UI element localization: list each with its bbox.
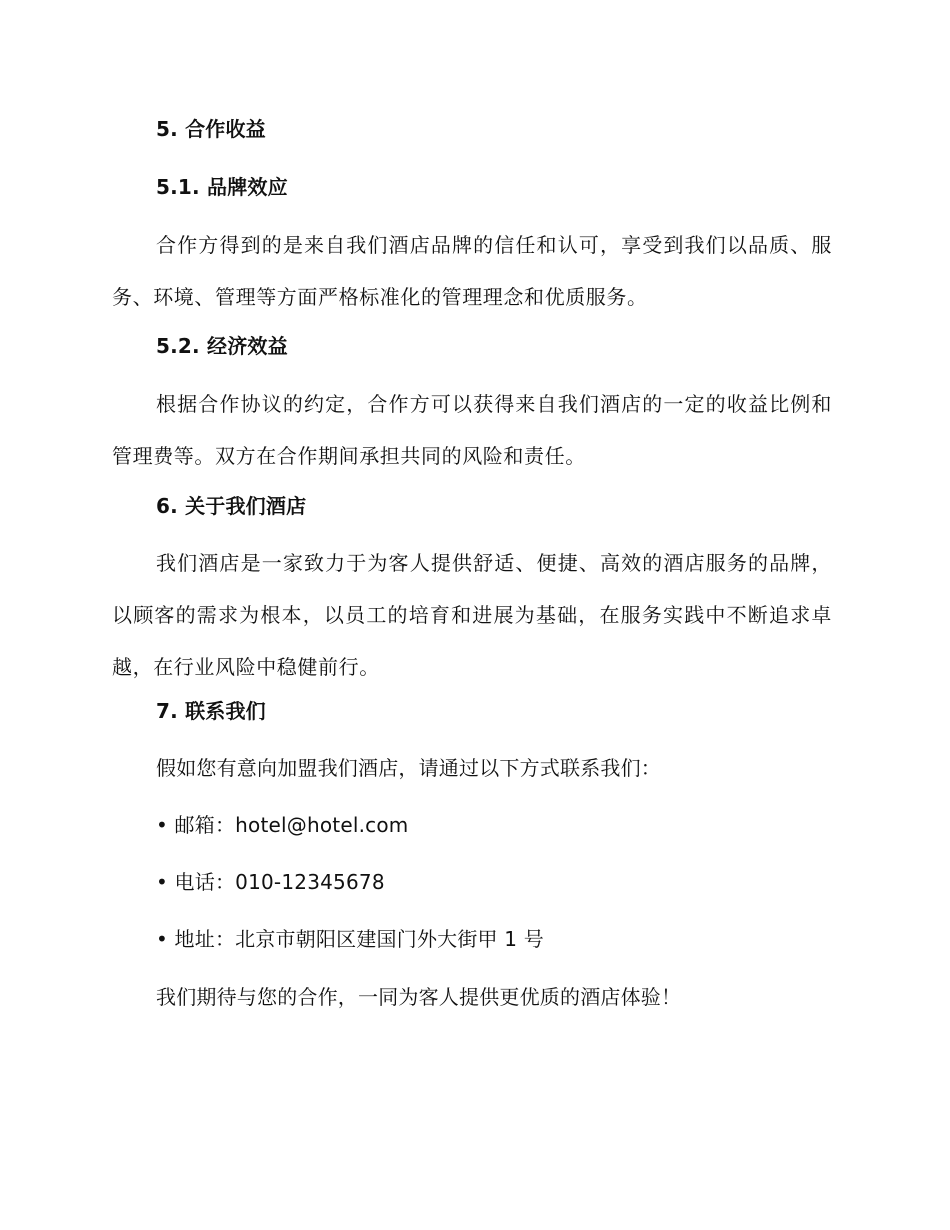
section-7-heading: 7. 联系我们 bbox=[156, 699, 266, 723]
contact-address: • 地址：北京市朝阳区建国门外大街甲 1 号 bbox=[156, 927, 544, 951]
contact-intro: 假如您有意向加盟我们酒店，请通过以下方式联系我们： bbox=[156, 756, 661, 780]
section-5-1-paragraph: 合作方得到的是来自我们酒店品牌的信任和认可，享受到我们以品质、服务、环境、管理等方面严格标准化的管理理念和优质服务。 bbox=[112, 233, 832, 309]
contact-email: • 邮箱：hotel@hotel.com bbox=[156, 813, 409, 837]
section-5-1-heading: 5.1. 品牌效应 bbox=[156, 175, 288, 199]
section-6-heading: 6. 关于我们酒店 bbox=[156, 494, 307, 518]
section-5-heading: 5. 合作收益 bbox=[156, 117, 266, 141]
section-5-2-paragraph: 根据合作协议的约定，合作方可以获得来自我们酒店的一定的收益比例和管理费等。双方在合作期间承担共同的风险和责任。 bbox=[112, 392, 832, 468]
section-6-paragraph: 我们酒店是一家致力于为客人提供舒适、便捷、高效的酒店服务的品牌，以顾客的需求为根本，以员工的培育和进展为基础，在服务实践中不断追求卓越，在行业风险中稳健前行。 bbox=[112, 551, 832, 679]
section-5-2-heading: 5.2. 经济效益 bbox=[156, 334, 288, 358]
closing-statement: 我们期待与您的合作，一同为客人提供更优质的酒店体验！ bbox=[156, 985, 682, 1009]
contact-phone: • 电话：010-12345678 bbox=[156, 870, 385, 894]
